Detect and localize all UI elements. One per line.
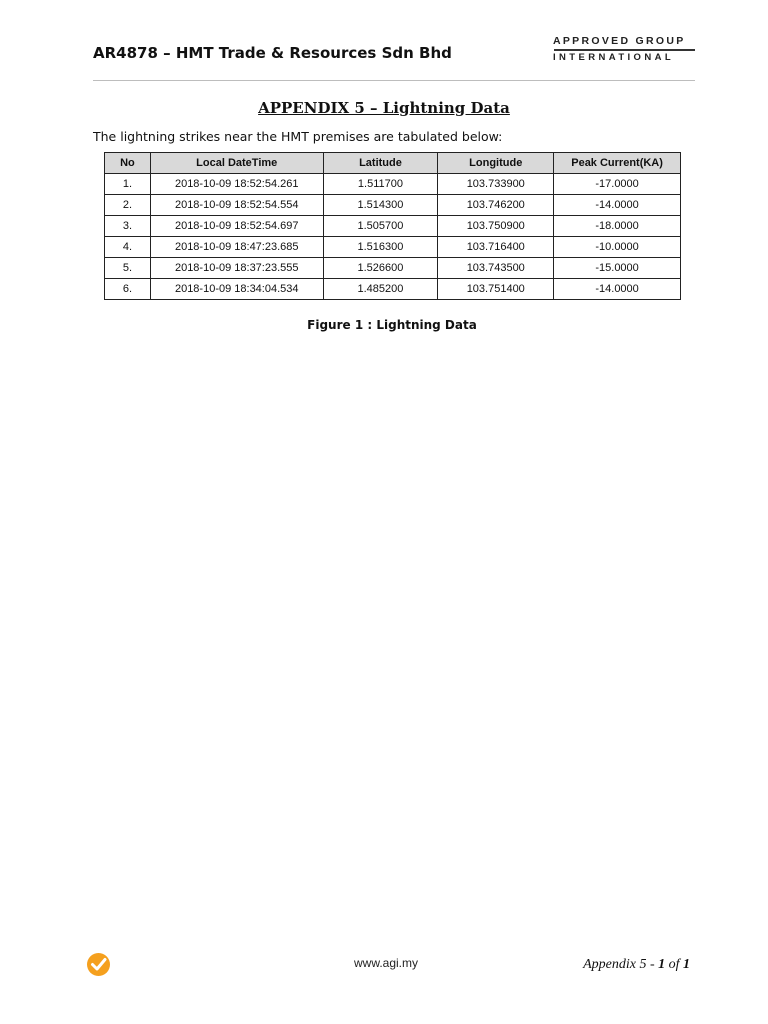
column-header-longitude: Longitude [438,153,554,174]
table-row [105,237,681,258]
cell-no: 6. [105,279,151,300]
cell-peak-current: -17.0000 [554,174,681,195]
table-row [105,216,681,237]
logo-bottom-text: INTERNATIONAL [553,52,675,63]
logo-top-text: APPROVED GROUP [553,35,686,47]
cell-peak-current: -15.0000 [554,258,681,279]
lightning-data-table [104,152,681,300]
column-header-latitude: Latitude [323,153,438,174]
cell-datetime: 2018-10-09 18:52:54.554 [150,195,323,216]
cell-no: 3. [105,216,151,237]
page-total: 1 [683,957,690,972]
footer-page-number [583,957,690,973]
cell-no: 2. [105,195,151,216]
cell-latitude: 1.514300 [323,195,438,216]
table-row [105,258,681,279]
cell-peak-current: -18.0000 [554,216,681,237]
cell-longitude: 103.751400 [438,279,554,300]
table-row [105,195,681,216]
cell-longitude: 103.750900 [438,216,554,237]
figure-caption: Figure 1 : Lightning Data [307,318,477,332]
cell-datetime: 2018-10-09 18:52:54.261 [150,174,323,195]
cell-datetime: 2018-10-09 18:37:23.555 [150,258,323,279]
cell-peak-current: -10.0000 [554,237,681,258]
cell-datetime: 2018-10-09 18:52:54.697 [150,216,323,237]
document-header-title: AR4878 – HMT Trade & Resources Sdn Bhd [93,44,452,62]
cell-peak-current: -14.0000 [554,195,681,216]
page-of: of [665,957,683,972]
cell-longitude: 103.743500 [438,258,554,279]
footer-website-url: www.agi.my [354,956,419,970]
logo-divider [554,49,695,51]
table-row [105,174,681,195]
cell-datetime: 2018-10-09 18:34:04.534 [150,279,323,300]
cell-longitude: 103.733900 [438,174,554,195]
agi-checkmark-logo-icon [86,952,111,977]
company-logo [553,35,696,65]
page-label: Appendix 5 - [583,957,659,972]
cell-latitude: 1.505700 [323,216,438,237]
appendix-title: APPENDIX 5 – Lightning Data [258,99,510,117]
cell-no: 1. [105,174,151,195]
cell-longitude: 103.746200 [438,195,554,216]
table-row [105,279,681,300]
column-header-datetime: Local DateTime [150,153,323,174]
column-header-no: No [105,153,151,174]
cell-latitude: 1.526600 [323,258,438,279]
cell-datetime: 2018-10-09 18:47:23.685 [150,237,323,258]
table-header-row [105,153,681,174]
page-current: 1 [658,957,666,972]
cell-latitude: 1.485200 [323,279,438,300]
intro-paragraph: The lightning strikes near the HMT premises are tabulated below: [93,129,503,144]
cell-no: 5. [105,258,151,279]
cell-latitude: 1.516300 [323,237,438,258]
cell-peak-current: -14.0000 [554,279,681,300]
cell-no: 4. [105,237,151,258]
cell-latitude: 1.511700 [323,174,438,195]
header-divider [93,80,695,81]
column-header-peak-current: Peak Current(KA) [554,153,681,174]
cell-longitude: 103.716400 [438,237,554,258]
